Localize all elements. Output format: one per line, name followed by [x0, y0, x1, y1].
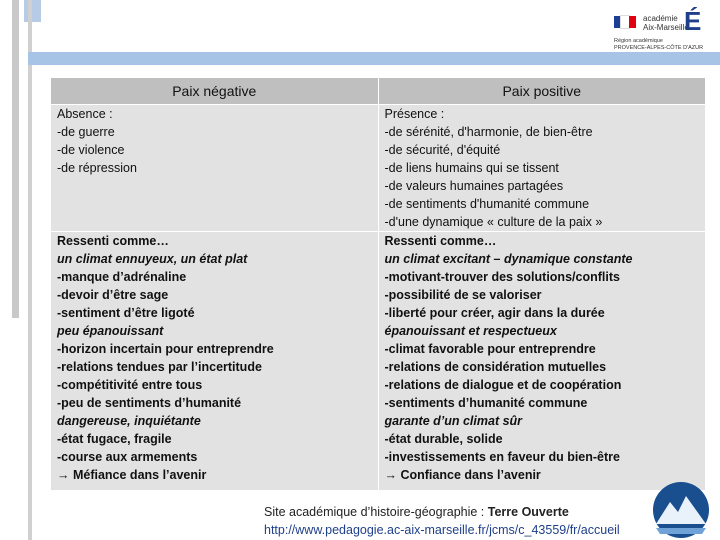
list-item: -de liens humains qui se tissent — [384, 161, 559, 175]
list-item: -climat favorable pour entreprendre — [384, 342, 596, 356]
list-item: -de répression — [57, 161, 137, 175]
logo-academie-text — [643, 14, 689, 32]
cell-negative-absence — [51, 105, 379, 232]
feeling-title: Ressenti comme… — [57, 234, 169, 248]
list-item: -investissements en faveur du bien-être — [384, 450, 620, 464]
flag-red — [629, 16, 636, 28]
list-item: -peu de sentiments d’humanité — [57, 396, 242, 410]
logo-water — [656, 528, 706, 534]
list-item: -relations tendues par l’incertitude — [57, 360, 262, 374]
list-item: -de guerre — [57, 125, 115, 139]
table-row — [51, 232, 706, 491]
conclusion-confiance: → Confiance dans l’avenir — [384, 468, 541, 482]
table-row — [51, 105, 706, 232]
list-item: -relations de dialogue et de coopération — [384, 378, 622, 392]
flag-white — [621, 16, 628, 28]
cell-negative-feeling — [51, 232, 379, 491]
list-item: peu épanouissant — [57, 324, 164, 338]
footer-prefix: Site académique d’histoire-géographie : — [264, 505, 488, 519]
list-item: -de sérénité, d'harmonie, de bien-être — [384, 125, 593, 139]
logo-region-line2: PROVENCE-ALPES-CÔTE D'AZUR — [614, 45, 704, 51]
list-item: -de violence — [57, 143, 125, 157]
list-item: -de valeurs humaines partagées — [384, 179, 564, 193]
list-item: un climat excitant – dynamique constante — [384, 252, 633, 266]
cell-positive-presence — [378, 105, 706, 232]
list-item: -état durable, solide — [384, 432, 503, 446]
list-item: -motivant-trouver des solutions/conflits — [384, 270, 620, 284]
cell-positive-feeling — [378, 232, 706, 491]
absence-title: Absence : — [57, 107, 113, 121]
footer-credit — [264, 503, 620, 539]
list-item: -d'une dynamique « culture de la paix » — [384, 215, 603, 229]
logo-e-mark: É — [684, 6, 702, 36]
academie-logo — [610, 4, 714, 54]
conclusion-mefiance: → Méfiance dans l’avenir — [57, 468, 207, 482]
logo-region-text — [614, 38, 718, 52]
decorative-bar-vertical — [28, 0, 32, 540]
logo-region-line1: Région académique — [614, 38, 663, 44]
peace-comparison-table — [50, 77, 706, 491]
logo-ac-line1: académie — [643, 14, 678, 23]
list-item: garante d’un climat sûr — [384, 414, 523, 428]
decorative-bar-accent — [24, 0, 41, 22]
terre-ouverte-logo-icon — [650, 480, 712, 540]
header-positive-peace: Paix positive — [378, 78, 706, 105]
list-item: épanouissant et respectueux — [384, 324, 557, 338]
list-item: -liberté pour créer, agir dans la durée — [384, 306, 605, 320]
list-item: -sentiment d’être ligoté — [57, 306, 195, 320]
list-item: -horizon incertain pour entreprendre — [57, 342, 274, 356]
flag-blue — [614, 16, 621, 28]
french-flag-icon — [614, 16, 636, 28]
list-item: -possibilité de se valoriser — [384, 288, 542, 302]
list-item: -état fugace, fragile — [57, 432, 172, 446]
logo-ac-line2: Aix-Marseille — [643, 23, 689, 32]
presence-title: Présence : — [384, 107, 445, 121]
list-item: -sentiments d’humanité commune — [384, 396, 588, 410]
table-header-row — [51, 78, 706, 105]
list-item: -course aux armements — [57, 450, 198, 464]
list-item: -de sentiments d'humanité commune — [384, 197, 590, 211]
list-item: un climat ennuyeux, un état plat — [57, 252, 248, 266]
list-item: -manque d’adrénaline — [57, 270, 187, 284]
list-item: -de sécurité, d'équité — [384, 143, 501, 157]
feeling-title: Ressenti comme… — [384, 234, 497, 248]
header-negative-peace: Paix négative — [51, 78, 379, 105]
list-item: -devoir d’être sage — [57, 288, 169, 302]
list-item: -relations de considération mutuelles — [384, 360, 607, 374]
list-item: -compétitivité entre tous — [57, 378, 203, 392]
decorative-bar-left — [12, 0, 19, 318]
footer-site-name: Terre Ouverte — [487, 505, 569, 519]
footer-url-link[interactable]: http://www.pedagogie.ac-aix-marseille.fr/jcms/c_43559/fr/accueil — [264, 523, 620, 537]
list-item: dangereuse, inquiétante — [57, 414, 201, 428]
